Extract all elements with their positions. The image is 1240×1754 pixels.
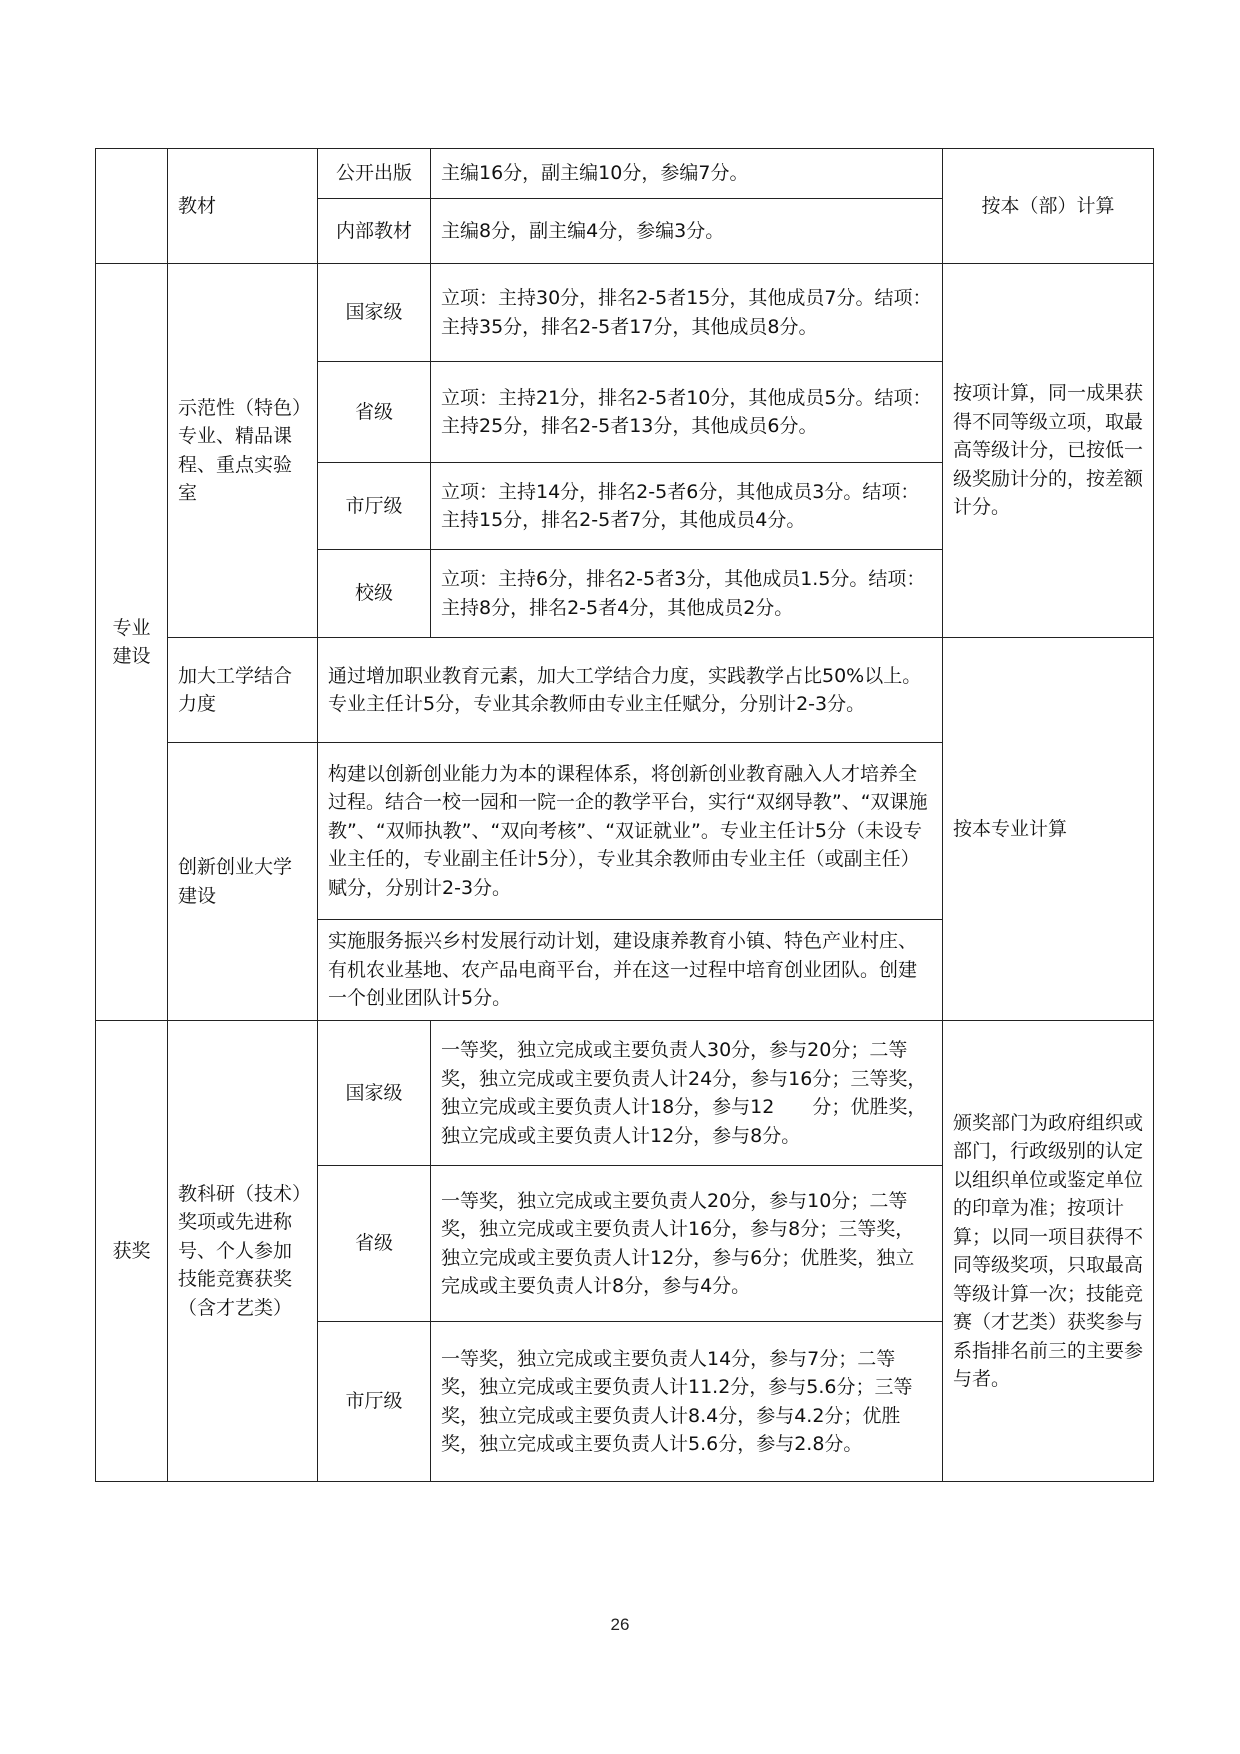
category-cell-empty <box>96 149 168 264</box>
level-cell: 国家级 <box>318 1021 431 1166</box>
table-row <box>96 149 1154 199</box>
rule-cell: 立项：主持21分，排名2-5者10分，其他成员5分。结项：主持25分，排名2-5者13分，其他成员6分。 <box>431 362 943 463</box>
rule-cell: 立项：主持6分，排名2-5者3分，其他成员1.5分。结项：主持8分，排名2-5者4分，其他成员2分。 <box>431 550 943 638</box>
rule-cell: 一等奖，独立完成或主要负责人30分，参与20分；二等奖，独立完成或主要负责人计24分，参与16分；三等奖，独立完成或主要负责人计18分，参与12 分；优胜奖，独立完成或主要负责人计12分，参与8分。 <box>431 1021 943 1166</box>
level-cell: 国家级 <box>318 264 431 362</box>
item-cell: 加大工学结合力度 <box>168 638 318 743</box>
rule-cell: 通过增加职业教育元素，加大工学结合力度，实践教学占比50%以上。专业主任计5分，专业其余教师由专业主任赋分，分别计2-3分。 <box>318 638 943 743</box>
level-cell: 省级 <box>318 1166 431 1322</box>
note-cell: 按本（部）计算 <box>943 149 1154 264</box>
rule-cell: 构建以创新创业能力为本的课程体系，将创新创业教育融入人才培养全过程。结合一校一园和一院一企的教学平台，实行“双纲导教”、“双课施教”、“双师执教”、“双向考核”、“双证就业”。专业主任计5分（未设专业主任的，专业副主任计5分），专业其余教师由专业主任（或副主任）赋分，分别计2-3分。 <box>318 743 943 920</box>
item-cell: 教科研（技术）奖项或先进称号、个人参加技能竞赛获奖（含才艺类） <box>168 1021 318 1482</box>
rule-cell: 实施服务振兴乡村发展行动计划，建设康养教育小镇、特色产业村庄、有机农业基地、农产品电商平台，并在这一过程中培育创业团队。创建一个创业团队计5分。 <box>318 920 943 1021</box>
item-cell: 教材 <box>168 149 318 264</box>
note-cell: 按本专业计算 <box>943 638 1154 1021</box>
rule-cell: 主编8分，副主编4分，参编3分。 <box>431 199 943 264</box>
rule-cell: 一等奖，独立完成或主要负责人20分，参与10分；二等奖，独立完成或主要负责人计16分，参与8分；三等奖，独立完成或主要负责人计12分，参与6分；优胜奖，独立完成或主要负责人计8分，参与4分。 <box>431 1166 943 1322</box>
rule-cell: 立项：主持30分，排名2-5者15分，其他成员7分。结项：主持35分，排名2-5者17分，其他成员8分。 <box>431 264 943 362</box>
rule-cell: 主编16分，副主编10分，参编7分。 <box>431 149 943 199</box>
scoring-table <box>95 148 1154 1482</box>
rule-cell: 立项：主持14分，排名2-5者6分，其他成员3分。结项：主持15分，排名2-5者7分，其他成员4分。 <box>431 463 943 550</box>
note-cell: 颁奖部门为政府组织或部门，行政级别的认定以组织单位或鉴定单位的印章为准；按项计算；以同一项目获得不同等级奖项，只取最高等级计算一次；技能竞赛（才艺类）获奖参与系指排名前三的主要参与者。 <box>943 1021 1154 1482</box>
level-cell: 内部教材 <box>318 199 431 264</box>
level-cell: 市厅级 <box>318 463 431 550</box>
category-cell: 获奖 <box>96 1021 168 1482</box>
item-cell: 示范性（特色）专业、精品课程、重点实验室 <box>168 264 318 638</box>
level-cell: 校级 <box>318 550 431 638</box>
table-row <box>96 638 1154 743</box>
page-number: 26 <box>610 1615 630 1634</box>
rule-cell: 一等奖，独立完成或主要负责人14分，参与7分；二等奖，独立完成或主要负责人计11.2分，参与5.6分；三等奖，独立完成或主要负责人计8.4分，参与4.2分；优胜奖，独立完成或主要负责人计5.6分，参与2.8分。 <box>431 1322 943 1482</box>
note-cell: 按项计算，同一成果获得不同等级立项，取最高等级计分，已按低一级奖励计分的，按差额计分。 <box>943 264 1154 638</box>
table-row <box>96 264 1154 362</box>
item-cell: 创新创业大学建设 <box>168 743 318 1021</box>
level-cell: 省级 <box>318 362 431 463</box>
level-cell: 公开出版 <box>318 149 431 199</box>
level-cell: 市厅级 <box>318 1322 431 1482</box>
category-cell: 专业建设 <box>96 264 168 1021</box>
table-row <box>96 1021 1154 1166</box>
